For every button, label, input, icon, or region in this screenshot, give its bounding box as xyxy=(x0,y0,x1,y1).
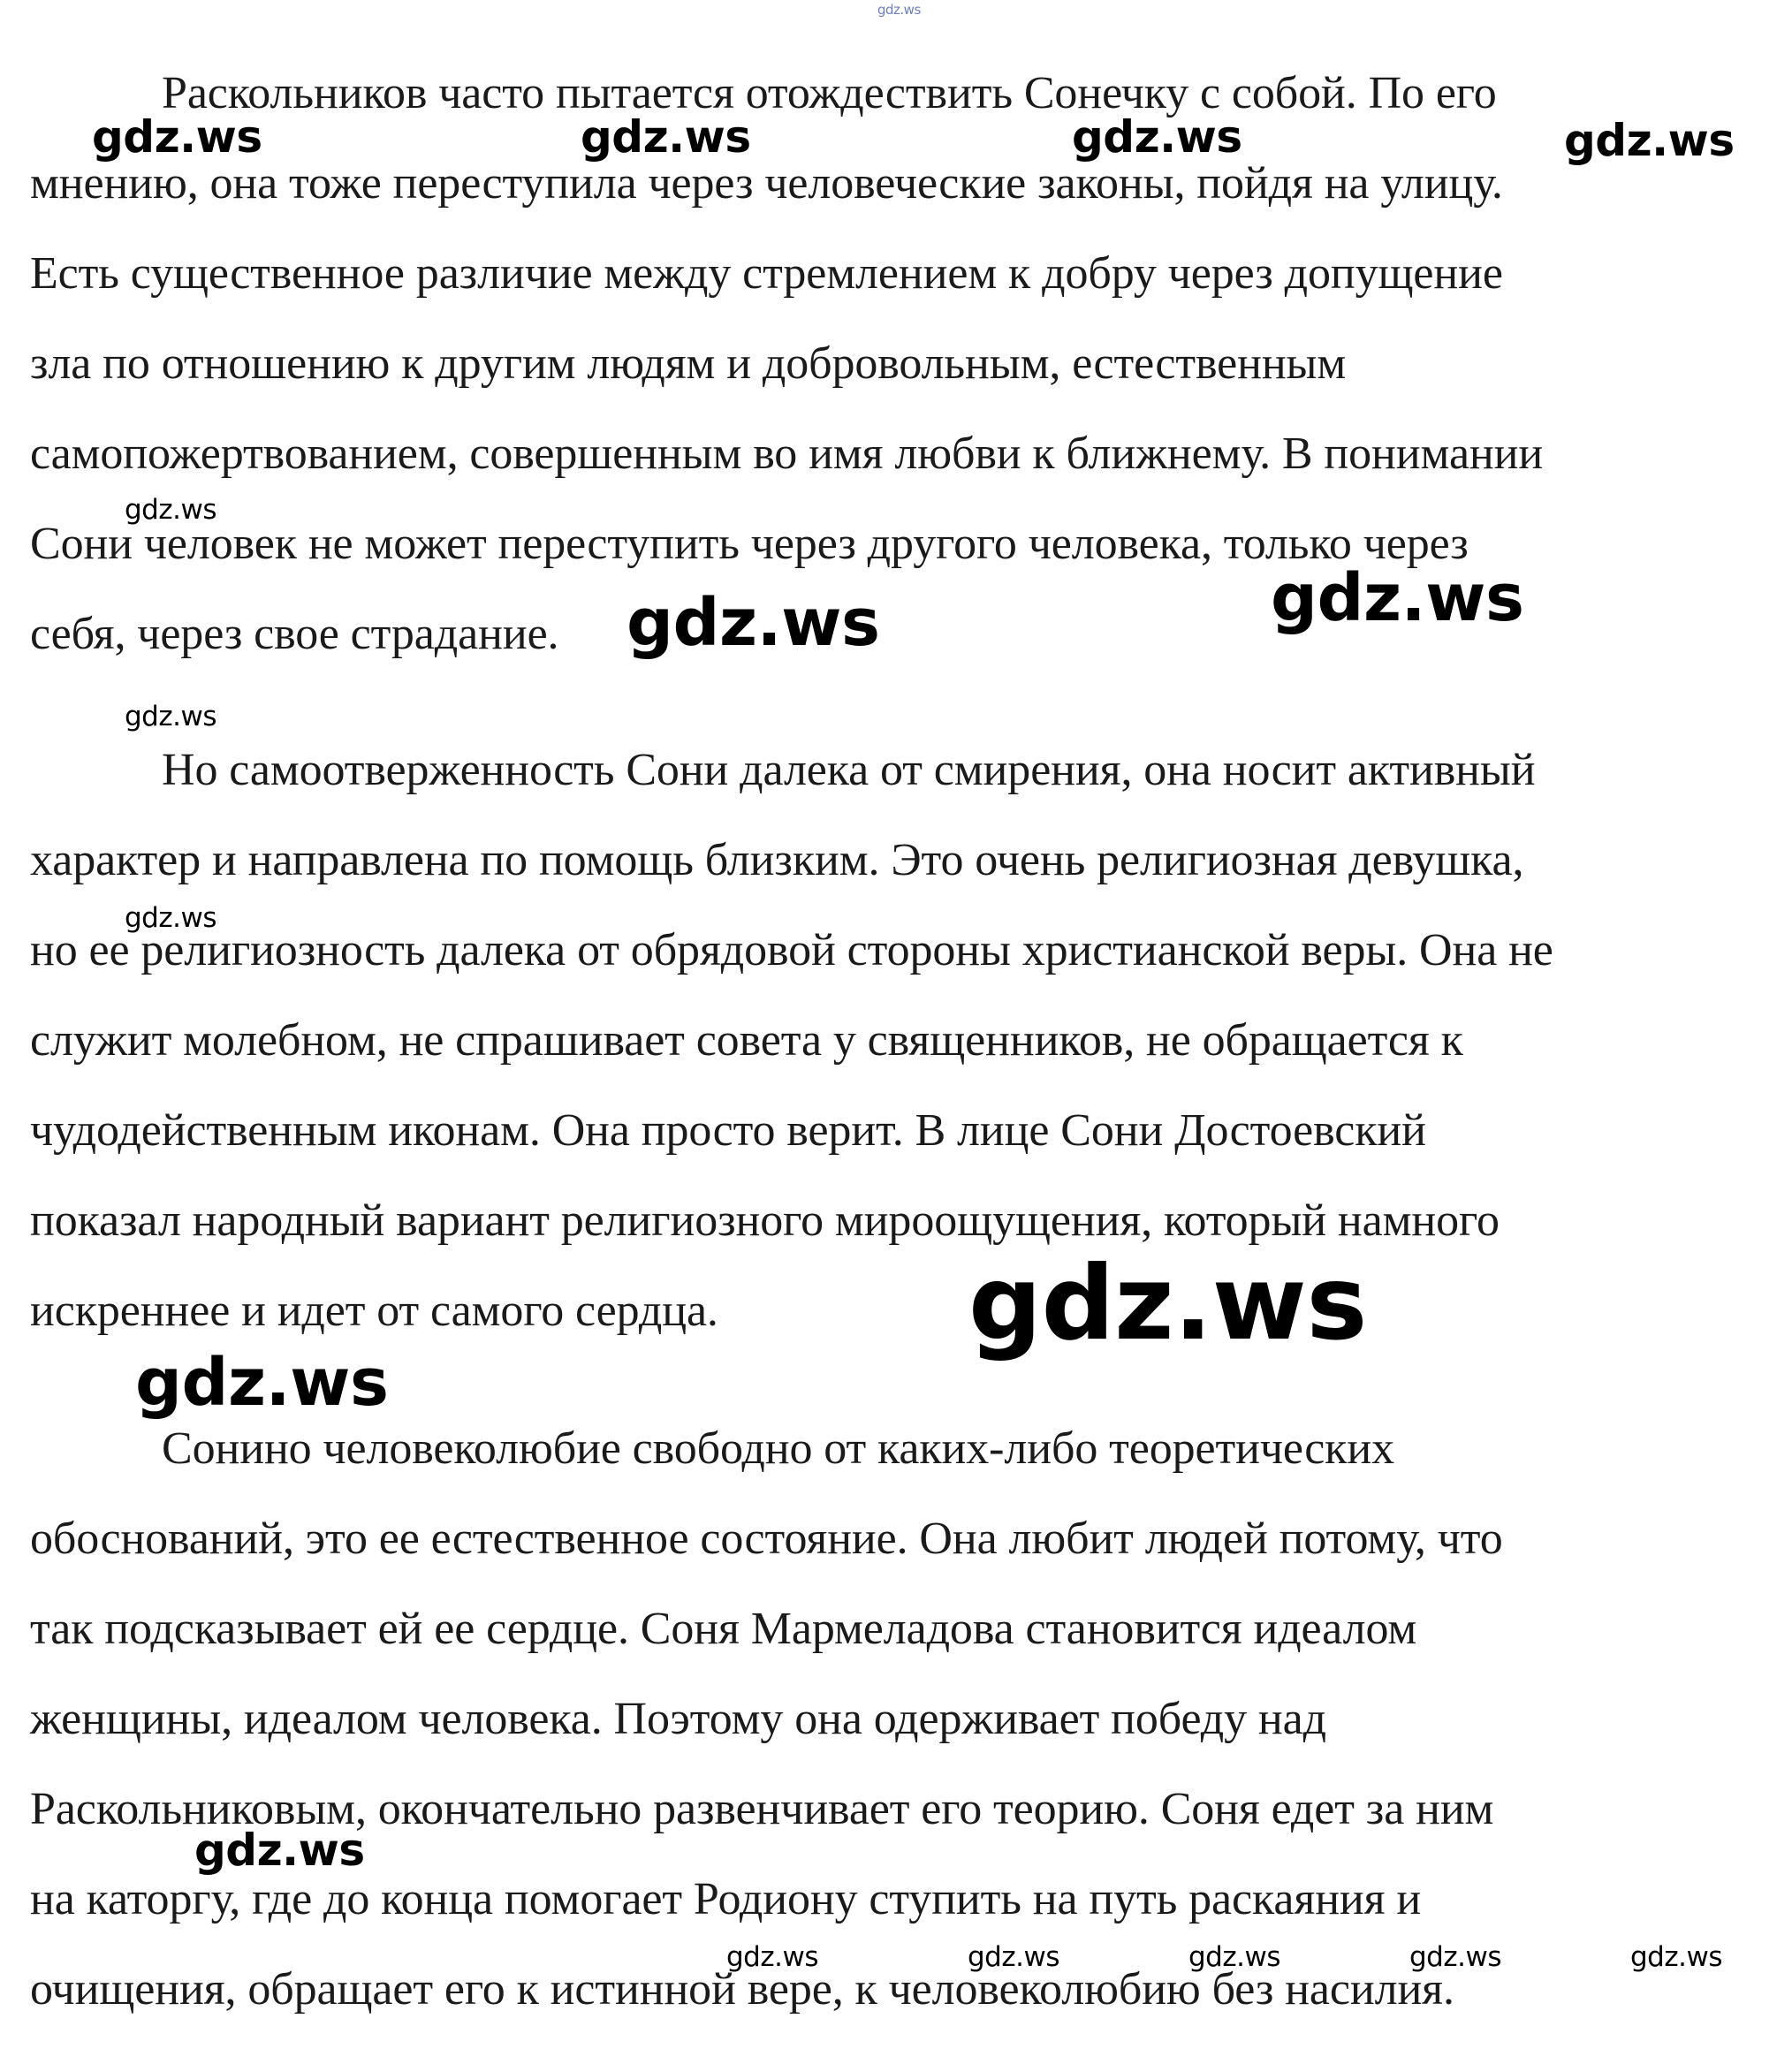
text-line: искреннее и идет от самого сердца. xyxy=(30,1286,718,1336)
watermark: gdz.ws xyxy=(877,2,921,18)
watermark: gdz.ws xyxy=(125,902,216,934)
watermark: gdz.ws xyxy=(92,111,262,163)
watermark: gdz.ws xyxy=(968,1941,1059,1973)
text-line: женщины, идеалом человека. Поэтому она одерживает победу над xyxy=(30,1694,1326,1744)
watermark: gdz.ws xyxy=(1564,115,1735,166)
text-line: чудодейственным иконам. Она просто верит. В лице Сони Достоевский xyxy=(30,1105,1426,1156)
text-line: Раскольниковым, окончательно развенчивает его теорию. Соня едет за ним xyxy=(30,1784,1494,1834)
watermark: gdz.ws xyxy=(125,701,216,732)
text-line: обоснований, это ее естественное состояние. Она любит людей потому, что xyxy=(30,1514,1503,1564)
watermark: gdz.ws xyxy=(1409,1941,1501,1973)
text-line: показал народный вариант религиозного мироощущения, который намного xyxy=(30,1195,1500,1246)
text-line: но ее религиозность далека от обрядовой стороны христианской веры. Она не xyxy=(30,925,1553,975)
watermark: gdz.ws xyxy=(726,1941,818,1973)
watermark: gdz.ws xyxy=(626,585,880,661)
text-line: так подсказывает ей ее сердце. Соня Мармеладова становится идеалом xyxy=(30,1604,1417,1654)
watermark: gdz.ws xyxy=(1630,1941,1722,1973)
watermark: gdz.ws xyxy=(135,1345,389,1421)
watermark: gdz.ws xyxy=(1188,1941,1280,1973)
text-line: самопожертвованием, совершенным во имя любви к ближнему. В понимании xyxy=(30,429,1544,479)
text-line: Есть существенное различие между стремлением к добру через допущение xyxy=(30,248,1503,299)
text-line: Но самоотверженность Сони далека от смирения, она носит активный xyxy=(162,745,1536,795)
text-line: себя, через свое страдание. xyxy=(30,609,559,659)
text-line: мнению, она тоже переступила через человеческие законы, пойдя на улицу. xyxy=(30,158,1503,209)
watermark: gdz.ws xyxy=(125,494,216,526)
watermark: gdz.ws xyxy=(968,1244,1367,1363)
watermark: gdz.ws xyxy=(1072,111,1242,163)
watermark: gdz.ws xyxy=(1271,560,1524,636)
text-line: очищения, обращает его к истинной вере, к человеколюбию без насилия. xyxy=(30,1964,1454,2015)
watermark: gdz.ws xyxy=(194,1825,365,1876)
text-line: Раскольников часто пытается отождествить Сонечку с собой. По его xyxy=(162,68,1497,118)
text-line: служит молебном, не спрашивает совета у священников, не обращается к xyxy=(30,1015,1463,1066)
text-line: Сони человек не может переступить через другого человека, только через xyxy=(30,519,1469,569)
watermark: gdz.ws xyxy=(581,111,751,163)
text-line: на каторгу, где до конца помогает Родиону ступить на путь раскаяния и xyxy=(30,1874,1422,1924)
text-line: зла по отношению к другим людям и добровольным, естественным xyxy=(30,338,1347,389)
text-line: характер и направлена по помощь близким. Это очень религиозная девушка, xyxy=(30,835,1524,885)
text-line: Сонино человеколюбие свободно от каких-либо теоретических xyxy=(162,1423,1394,1474)
